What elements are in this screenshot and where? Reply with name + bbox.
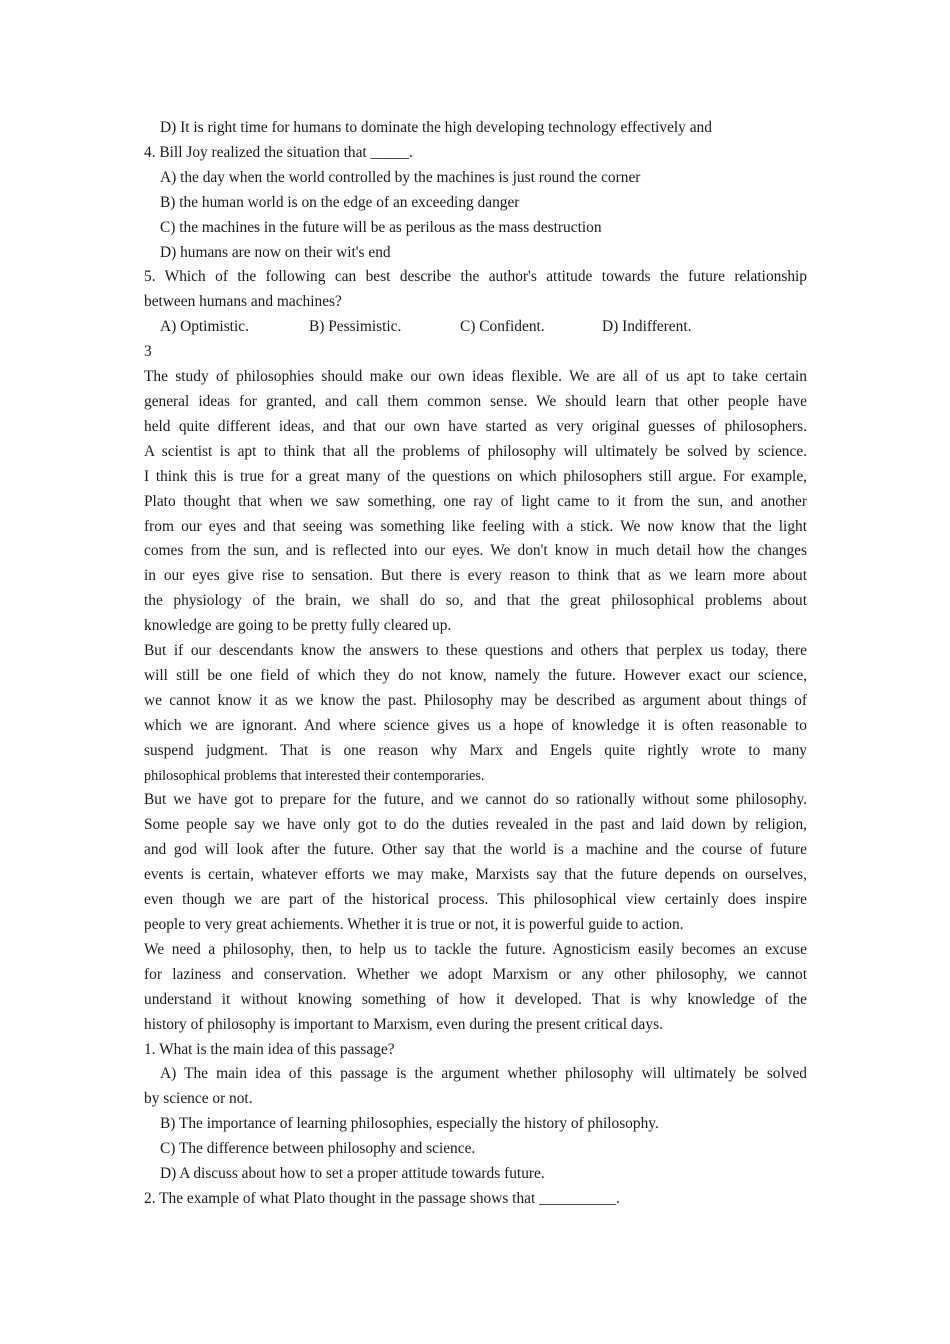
passage-line: Some people say we have only got to do the duties revealed in the past and laid down by religion,: [144, 816, 807, 834]
passage-line: for laziness and conservation. Whether we adopt Marxism or any other philosophy, we cannot: [144, 965, 807, 983]
q5-option-a: A) Optimistic.: [160, 318, 249, 336]
passage-line: philosophical problems that interested their contemporaries.: [144, 767, 485, 784]
passage-line: even though we are part of the historical process. This philosophical view certainly does inspire: [144, 891, 807, 909]
passage-line: comes from the sun, and is reflected into our eyes. We don't know in much detail how the changes: [144, 542, 807, 560]
passage-line: we cannot know it as we know the past. Philosophy may be described as argument about things of: [144, 691, 807, 709]
q4-option-d: D) humans are now on their wit's end: [160, 243, 391, 261]
passage-line: A scientist is apt to think that all the problems of philosophy will ultimately be solved by science.: [144, 442, 807, 460]
q5-option-c: C) Confident.: [460, 318, 545, 336]
passage-line: people to very great achiements. Whether it is true or not, it is powerful guide to action.: [144, 916, 684, 933]
passage-line: But if our descendants know the answers to these questions and others that perplex us today, there: [144, 642, 807, 660]
passage-line: understand it without knowing something of how it developed. That is why knowledge of the: [144, 990, 807, 1008]
p3-q1-option-c: C) The difference between philosophy and science.: [160, 1140, 476, 1158]
p3-q1-option-d: D) A discuss about how to set a proper attitude towards future.: [160, 1165, 545, 1183]
passage-line: held quite different ideas, and that our own have started as very original guesses of philosophers.: [144, 417, 807, 435]
q4-stem: 4. Bill Joy realized the situation that _____.: [144, 143, 413, 161]
q4-option-b: B) the human world is on the edge of an exceeding danger: [160, 193, 520, 211]
passage-line: Plato thought that when we saw something, one ray of light came to it from the sun, and another: [144, 492, 807, 510]
p3-q1-option-a-line2: by science or not.: [144, 1090, 253, 1108]
q5-option-b: B) Pessimistic.: [309, 318, 402, 336]
passage-line: I think this is true for a great many of the questions on which philosophers still argue. For example,: [144, 467, 807, 485]
q5-stem-line2: between humans and machines?: [144, 293, 342, 311]
passage-line: which we are ignorant. And where science gives us a hope of knowledge it is often reasonable to: [144, 716, 807, 734]
q4-option-a: A) the day when the world controlled by the machines is just round the corner: [160, 168, 641, 186]
document-page: [144, 116, 807, 1212]
passage-line: will still be one field of which they do not know, namely the future. However exact our science,: [144, 666, 807, 684]
passage-line: The study of philosophies should make our own ideas flexible. We are all of us apt to take certain: [144, 368, 807, 386]
p3-q1-stem: 1. What is the main idea of this passage?: [144, 1040, 395, 1058]
p3-q2-stem: 2. The example of what Plato thought in the passage shows that __________.: [144, 1189, 620, 1207]
q5-stem-line1: 5. Which of the following can best describe the author's attitude towards the future relationship: [144, 268, 807, 286]
passage-line: suspend judgment. That is one reason why Marx and Engels quite rightly wrote to many: [144, 741, 807, 759]
p3-q1-option-b: B) The importance of learning philosophies, especially the history of philosophy.: [160, 1115, 659, 1133]
passage-line: and god will look after the future. Other say that the world is a machine and the course of future: [144, 841, 807, 859]
passage-line: in our eyes give rise to sensation. But there is every reason to think that as we learn more about: [144, 567, 807, 585]
section-number: 3: [144, 343, 152, 361]
passage-line: But we have got to prepare for the future, and we cannot do so rationally without some philosophy.: [144, 791, 807, 809]
passage-line: events is certain, whatever efforts we may make, Marxists say that the future depends on ourselves,: [144, 866, 807, 884]
passage-line: the physiology of the brain, we shall do so, and that the great philosophical problems about: [144, 592, 807, 610]
q4-option-c: C) the machines in the future will be as perilous as the mass destruction: [160, 218, 602, 236]
passage-line: knowledge are going to be pretty fully cleared up.: [144, 617, 452, 635]
passage-line: We need a philosophy, then, to help us to tackle the future. Agnosticism easily becomes an excuse: [144, 940, 807, 958]
p3-q1-option-a-line1: A) The main idea of this passage is the argument whether philosophy will ultimately be solved: [160, 1065, 807, 1083]
passage-line: general ideas for granted, and call them common sense. We should learn that other people have: [144, 392, 807, 410]
q5-option-d: D) Indifferent.: [602, 318, 692, 336]
passage-line: from our eyes and that seeing was something like feeling with a stick. We now know that the light: [144, 517, 807, 535]
q3-option-d: D) It is right time for humans to dominate the high developing technology effectively and: [160, 119, 712, 136]
q5-options: [144, 315, 807, 340]
passage-line: history of philosophy is important to Marxism, even during the present critical days.: [144, 1015, 663, 1033]
